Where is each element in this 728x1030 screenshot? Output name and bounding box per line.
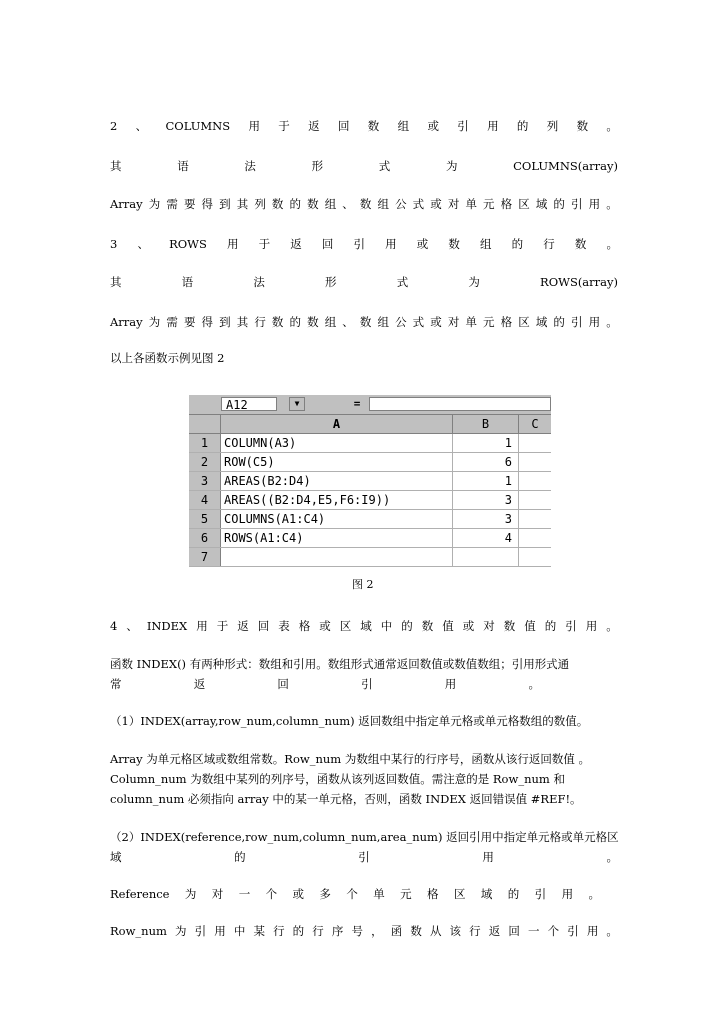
name-box[interactable]: A12	[221, 397, 277, 411]
text-token: 值	[442, 619, 454, 633]
text-token: 行	[469, 924, 481, 938]
text-token: 的	[234, 850, 246, 864]
text-token: 法	[244, 159, 256, 173]
text-token: 某	[253, 924, 265, 938]
cell-c[interactable]	[519, 491, 551, 509]
para-index-ref-form-cont	[110, 849, 618, 865]
table-row	[189, 529, 551, 548]
text-token: 引	[534, 887, 547, 901]
table-row	[189, 472, 551, 491]
text-token: 、	[126, 619, 138, 633]
text-token: 回	[337, 119, 350, 133]
select-all-corner[interactable]	[189, 415, 221, 433]
text-token: 形	[325, 275, 337, 289]
cell-b[interactable]: 1	[453, 434, 519, 452]
cell-c[interactable]	[519, 529, 551, 547]
text-token: 的	[289, 197, 301, 211]
cell-b[interactable]: 4	[453, 529, 519, 547]
text-token: 行	[312, 924, 324, 938]
text-token: 一	[238, 887, 251, 901]
text-token: 行	[254, 315, 266, 329]
text-token: 中	[233, 924, 246, 938]
text-token: 引	[457, 119, 469, 133]
text-token: 域	[535, 197, 548, 211]
cell-c[interactable]	[519, 453, 551, 471]
text-token: 返	[237, 619, 249, 633]
text-token: 个	[547, 924, 560, 938]
cell-a[interactable]: AREAS(B2:D4)	[221, 472, 453, 490]
formula-bar	[189, 395, 551, 415]
text-token: 用	[588, 315, 601, 329]
text-token: 对	[483, 619, 495, 633]
row-header[interactable]: 2	[189, 453, 221, 471]
text-token: 单	[373, 887, 385, 901]
text-token: 引	[358, 850, 370, 864]
text-token: 用	[227, 237, 239, 251]
text-token: 数	[576, 119, 589, 133]
text-token: 或	[416, 237, 429, 251]
text-token: 从	[429, 924, 442, 938]
text-token: 列	[546, 119, 559, 133]
text-token: 数	[359, 197, 372, 211]
text-token: 数	[503, 619, 516, 633]
text-token: 对	[447, 197, 460, 211]
text-token: 回	[257, 619, 270, 633]
text-token: 的	[292, 924, 305, 938]
text-token: 对	[211, 887, 224, 901]
para-index-array-form: （1）INDEX(array,row_num,column_num) 返回数组中指定单元格或单元格数组的数值。	[110, 714, 589, 728]
text-token: 序	[331, 924, 344, 938]
text-token: 多	[319, 887, 331, 901]
text-token: 。	[606, 619, 618, 633]
text-token: 区	[453, 887, 466, 901]
text-token: 或	[292, 887, 305, 901]
text-token: 。	[606, 197, 618, 211]
text-token: ROWS(array)	[540, 275, 618, 289]
column-header-a[interactable]: A	[221, 415, 453, 433]
text-token: 中	[380, 619, 393, 633]
text-token: 4	[110, 619, 118, 633]
text-token: 其	[236, 197, 249, 211]
text-token: 形	[311, 159, 324, 173]
text-token: 用	[444, 677, 457, 691]
text-token: 行	[543, 237, 555, 251]
text-token: 格	[500, 315, 513, 329]
row-header[interactable]: 6	[189, 529, 221, 547]
column-header-c[interactable]: C	[519, 415, 551, 433]
cell-a[interactable]: COLUMNS(A1:C4)	[221, 510, 453, 528]
table-row	[189, 510, 551, 529]
text-token: 。	[606, 924, 618, 938]
figure-caption: 图 2	[352, 578, 374, 591]
text-token: 域	[110, 850, 122, 864]
text-token: 于	[258, 237, 271, 251]
text-token: 该	[449, 924, 462, 938]
sheet-grid	[189, 415, 551, 567]
row-header[interactable]: 7	[189, 548, 221, 566]
text-token: 用	[585, 619, 598, 633]
text-token: 对	[447, 315, 460, 329]
cell-c[interactable]	[519, 472, 551, 490]
text-token: 引	[353, 237, 365, 251]
text-token: 组	[377, 315, 389, 329]
text-token: 函	[390, 924, 403, 938]
text-token: 数	[271, 197, 284, 211]
text-token: 个	[346, 887, 358, 901]
text-token: 的	[553, 315, 565, 329]
text-token: 、	[342, 197, 354, 211]
text-token: COLUMNS	[165, 119, 231, 133]
text-token: Array	[110, 315, 143, 329]
chevron-down-icon[interactable]: ▼	[289, 397, 305, 411]
text-token: 用	[385, 237, 397, 251]
text-token: 引	[571, 197, 583, 211]
text-token: 常	[110, 677, 122, 691]
para-rows-intro	[110, 236, 618, 252]
text-token: 个	[265, 887, 278, 901]
formula-input[interactable]	[369, 397, 551, 411]
equals-button[interactable]: =	[353, 397, 361, 410]
text-token: 式	[412, 197, 425, 211]
para-columns-intro	[110, 118, 618, 134]
text-token: 回	[277, 677, 289, 691]
text-token: 得	[201, 197, 214, 211]
cell-a[interactable]: ROW(C5)	[221, 453, 453, 471]
text-token: 要	[183, 315, 196, 329]
text-token: 其	[110, 159, 122, 173]
text-token: 其	[110, 275, 122, 289]
cell-c[interactable]	[519, 548, 551, 566]
para-index-intro	[110, 618, 618, 634]
text-token: 数	[359, 315, 372, 329]
text-token: 、	[135, 119, 148, 133]
text-token: 返	[488, 924, 501, 938]
text-token: 。	[606, 850, 618, 864]
text-token: 数	[421, 619, 434, 633]
text-token: 为	[468, 275, 480, 289]
text-token: 语	[181, 275, 194, 289]
text-token: 的	[289, 315, 301, 329]
text-token: 用	[588, 197, 601, 211]
text-token: 于	[278, 119, 290, 133]
text-token: 引	[565, 619, 577, 633]
text-token: ROWS	[169, 237, 207, 251]
text-token: 元	[483, 197, 495, 211]
text-token: 式	[378, 159, 391, 173]
table-row	[189, 548, 551, 567]
text-token: 用	[196, 619, 208, 633]
para-reference-desc	[110, 886, 600, 902]
text-token: 用	[487, 119, 499, 133]
para-index-array-desc-2: Column_num 为数组中某列的列序号，函数从该列返回数值。需注意的是 Row_num 和	[110, 772, 565, 786]
cell-a[interactable]	[221, 548, 453, 566]
text-token: 、	[137, 237, 149, 251]
text-token: 、	[342, 315, 354, 329]
text-token: 。	[606, 237, 618, 251]
text-token: 用	[214, 924, 226, 938]
cell-c[interactable]	[519, 434, 551, 452]
text-token: 区	[518, 197, 530, 211]
para-rows-syntax	[110, 274, 618, 290]
cell-b[interactable]: 1	[453, 472, 519, 490]
text-token: 3	[110, 237, 118, 251]
para-index-ref-form: （2）INDEX(reference,row_num,column_num,area_num) 返回引用中指定单元格或单元格区	[110, 830, 619, 844]
text-token: 返	[308, 119, 320, 133]
text-token: 号	[351, 924, 363, 938]
text-token: 回	[321, 237, 334, 251]
text-token: 用	[482, 850, 494, 864]
text-token: 区	[339, 619, 352, 633]
text-token: 数	[307, 197, 319, 211]
text-token: 一	[527, 924, 540, 938]
text-token: 单	[465, 315, 477, 329]
cell-a[interactable]: AREAS((B2:D4,E5,F6:I9))	[221, 491, 453, 509]
table-row	[189, 491, 551, 510]
text-token: 格	[500, 197, 513, 211]
text-token: 行	[273, 924, 285, 938]
text-token: 列	[254, 197, 266, 211]
row-header[interactable]: 5	[189, 510, 221, 528]
text-token: Reference	[110, 887, 170, 901]
text-token: 公	[395, 197, 407, 211]
table-row	[189, 453, 551, 472]
cell-b[interactable]	[453, 548, 519, 566]
text-token: 需	[166, 197, 178, 211]
text-token: 引	[361, 677, 373, 691]
text-token: 引	[567, 924, 579, 938]
text-token: 语	[177, 159, 189, 173]
row-header[interactable]: 4	[189, 491, 221, 509]
cell-a[interactable]: ROWS(A1:C4)	[221, 529, 453, 547]
text-token: 为	[148, 197, 161, 211]
text-token: 公	[395, 315, 407, 329]
cell-c[interactable]	[519, 510, 551, 528]
text-token: 用	[586, 924, 599, 938]
text-token: 返	[290, 237, 302, 251]
text-token: 值	[524, 619, 536, 633]
text-token: 组	[324, 197, 337, 211]
text-token: 。	[588, 887, 600, 901]
text-token: 引	[194, 924, 207, 938]
para-rownum-desc	[110, 923, 618, 939]
para-rows-array	[110, 314, 618, 330]
text-token: 的	[544, 619, 557, 633]
text-token: 数	[271, 315, 284, 329]
text-token: 返	[193, 677, 206, 691]
text-token: 格	[298, 619, 311, 633]
para-index-forms: 函数 INDEX() 有两种形式：数组和引用。数组形式通常返回数值或数值数组；引用形式通	[110, 657, 570, 671]
text-token: 引	[571, 315, 583, 329]
para-index-array-desc-3: column_num 必须指向 array 中的某一单元格，否则，函数 INDEX 返回错误值 #REF!。	[110, 792, 582, 806]
text-token: 数	[574, 237, 587, 251]
text-token: 单	[465, 197, 477, 211]
text-token: 为	[445, 159, 458, 173]
text-token: 的	[511, 237, 524, 251]
text-token: 或	[319, 619, 331, 633]
cell-b[interactable]: 6	[453, 453, 519, 471]
cell-a[interactable]: COLUMN(A3)	[221, 434, 453, 452]
text-token: 式	[412, 315, 425, 329]
cell-b[interactable]: 3	[453, 491, 519, 509]
text-token: 到	[219, 315, 231, 329]
text-token: 数	[307, 315, 319, 329]
text-token: 其	[236, 315, 249, 329]
text-token: 要	[183, 197, 196, 211]
text-token: 数	[367, 119, 380, 133]
text-token: 组	[324, 315, 337, 329]
text-token: 域	[480, 887, 493, 901]
text-token: 为	[175, 924, 187, 938]
para-index-forms-cont	[110, 676, 540, 692]
text-token: COLUMNS(array)	[513, 159, 618, 173]
text-token: 到	[219, 197, 231, 211]
text-token: 表	[278, 619, 290, 633]
text-token: 区	[518, 315, 530, 329]
text-token: 或	[462, 619, 475, 633]
table-row	[189, 434, 551, 453]
text-token: 用	[248, 119, 260, 133]
text-token: 为	[184, 887, 197, 901]
column-header-row	[189, 415, 551, 434]
text-token: 的	[401, 619, 413, 633]
text-token: 用	[561, 887, 574, 901]
text-token: 。	[606, 119, 618, 133]
text-token: INDEX	[146, 619, 188, 633]
text-token: 得	[201, 315, 214, 329]
text-token: ，	[371, 924, 383, 938]
text-token: 法	[253, 275, 265, 289]
text-token: 2	[110, 119, 118, 133]
text-token: 。	[606, 315, 618, 329]
column-header-b[interactable]: B	[453, 415, 519, 433]
text-token: 元	[483, 315, 495, 329]
text-token: Row_num	[110, 924, 167, 938]
text-token: 元	[400, 887, 412, 901]
cell-b[interactable]: 3	[453, 510, 519, 528]
text-token: 。	[528, 677, 540, 691]
spreadsheet-figure	[189, 395, 551, 568]
text-token: 组	[397, 119, 410, 133]
text-token: 域	[535, 315, 548, 329]
row-header[interactable]: 3	[189, 472, 221, 490]
text-token: 组	[480, 237, 492, 251]
text-token: 需	[166, 315, 178, 329]
para-columns-syntax	[110, 158, 618, 174]
text-token: 或	[430, 197, 442, 211]
text-token: 为	[148, 315, 161, 329]
text-token: 数	[410, 924, 422, 938]
text-token: 组	[377, 197, 389, 211]
text-token: 的	[516, 119, 529, 133]
text-token: 域	[360, 619, 372, 633]
text-token: 于	[216, 619, 229, 633]
para-examples-ref: 以上各函数示例见图 2	[110, 351, 225, 365]
text-token: 或	[430, 315, 442, 329]
text-token: 的	[553, 197, 565, 211]
text-token: 或	[427, 119, 439, 133]
text-token: 格	[427, 887, 439, 901]
text-token: 回	[508, 924, 520, 938]
row-header[interactable]: 1	[189, 434, 221, 452]
text-token: 的	[507, 887, 520, 901]
para-columns-array	[110, 196, 618, 212]
para-index-array-desc-1: Array 为单元格区域或数组常数。Row_num 为数组中某行的行序号，函数从该行返回数值 。	[110, 752, 591, 766]
text-token: Array	[110, 197, 143, 211]
text-token: 数	[448, 237, 460, 251]
text-token: 式	[396, 275, 409, 289]
